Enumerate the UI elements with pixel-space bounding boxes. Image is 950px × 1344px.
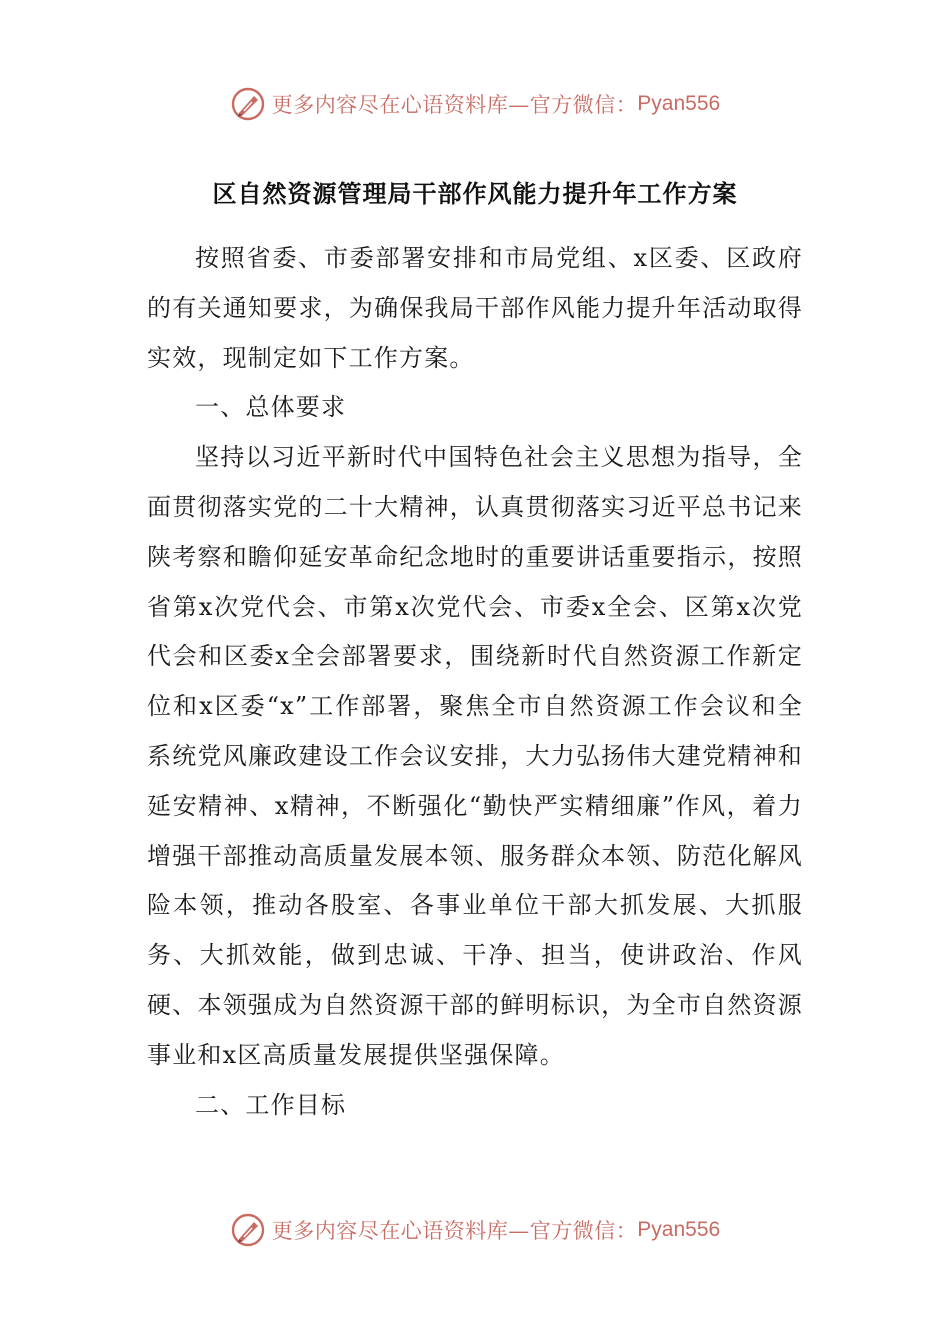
section-heading-work-goals: 二、工作目标 (195, 1090, 347, 1119)
pen-nib-logo-icon (230, 86, 266, 122)
general-requirements-paragraph: 坚持以习近平新时代中国特色社会主义思想为指导，全面贯彻落实党的二十大精神，认真贯彻落实习近平总书记来陕考察和瞻仰延安革命纪念地时的重要讲话重要指示，按照省第x次党代会、市第x次党代会、市委x全会、区第x次党代会和区委x全会部署要求，围绕新时代自然资源工作新定位和x区委“x”工作部署，聚焦全市自然资源工作会议和全系统党风廉政建设工作会议安排，大力弘扬伟大建党精神和延安精神、x精神，不断强化“勤快严实精细廉”作风，着力增强干部推动高质量发展本领、服务群众本领、防范化解风险本领，推动各股室、各事业单位干部大抓发展、大抓服务、大抓效能，做到忠诚、干净、担当，使讲政治、作风硬、本领强成为自然资源干部的鲜明标识，为全市自然资源事业和x区高质量发展提供坚强保障。 (147, 443, 803, 1069)
watermark-wechat-id: Pyan556 (637, 1218, 721, 1241)
footer-watermark-banner (0, 1208, 950, 1252)
watermark-text: 更多内容尽在心语资料库—官方微信： (271, 1219, 638, 1243)
section-heading-general-requirements: 一、总体要求 (195, 393, 347, 422)
pen-nib-logo-icon (230, 1212, 266, 1248)
intro-paragraph: 按照省委、市委部署安排和市局党组、x区委、区政府的有关通知要求，为确保我局干部作风能力提升年活动取得实效，现制定如下工作方案。 (147, 244, 803, 372)
document-title: 区自然资源管理局干部作风能力提升年工作方案 (212, 180, 738, 208)
document-body (147, 234, 803, 1130)
watermark-text: 更多内容尽在心语资料库—官方微信： (271, 93, 638, 117)
watermark-wechat-id: Pyan556 (637, 92, 721, 115)
header-watermark-banner (0, 82, 950, 126)
